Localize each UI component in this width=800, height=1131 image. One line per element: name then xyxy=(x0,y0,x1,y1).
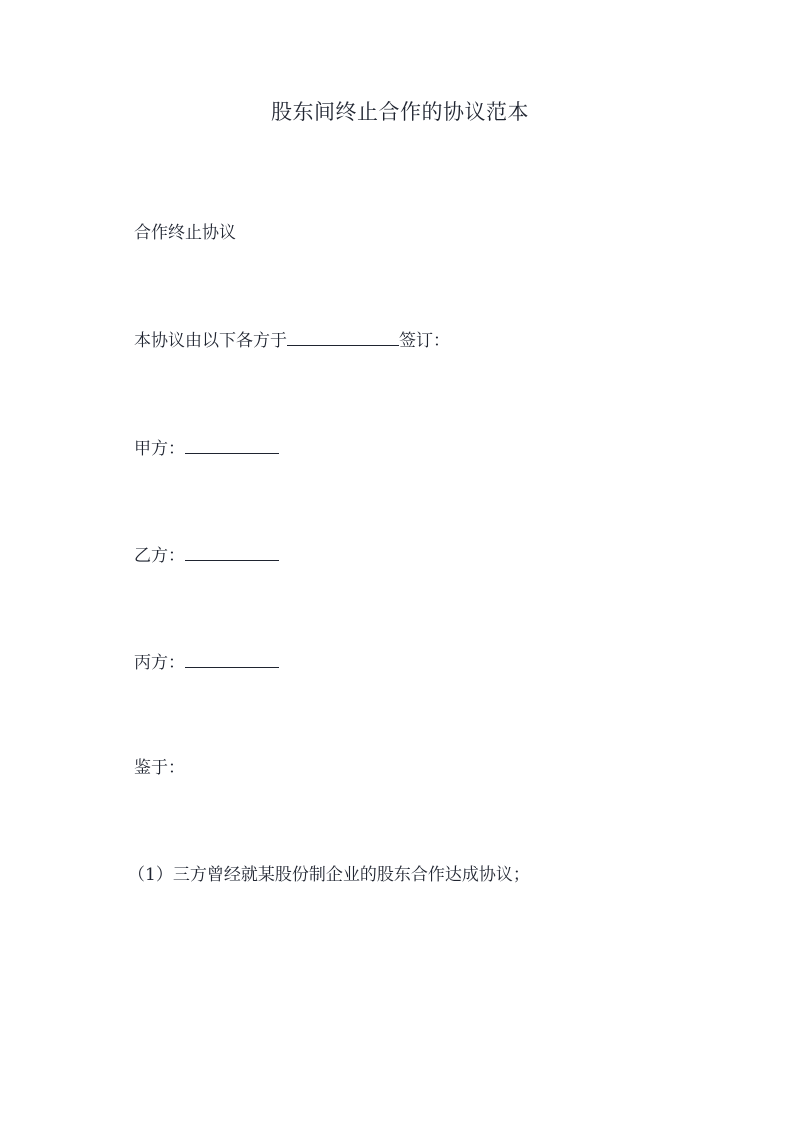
intro-line xyxy=(134,326,450,351)
agreement-heading: 合作终止协议 xyxy=(134,223,236,243)
party-a-line xyxy=(134,434,279,459)
intro-prefix: 本协议由以下各方于 xyxy=(134,331,287,351)
date-blank xyxy=(287,327,399,346)
party-b-label: 乙方： xyxy=(134,546,185,566)
document-title: 股东间终止合作的协议范本 xyxy=(271,100,529,124)
whereas-line: 鉴于： xyxy=(134,758,185,778)
clause-1: （1）三方曾经就某股份制企业的股东合作达成协议； xyxy=(128,865,530,885)
party-c-line xyxy=(134,648,279,673)
party-a-blank xyxy=(185,435,279,454)
party-c-label: 丙方： xyxy=(134,653,185,673)
party-b-line xyxy=(134,541,279,566)
party-a-label: 甲方： xyxy=(134,439,185,459)
party-c-blank xyxy=(185,649,279,668)
party-b-blank xyxy=(185,542,279,561)
intro-suffix: 签订： xyxy=(399,331,450,351)
